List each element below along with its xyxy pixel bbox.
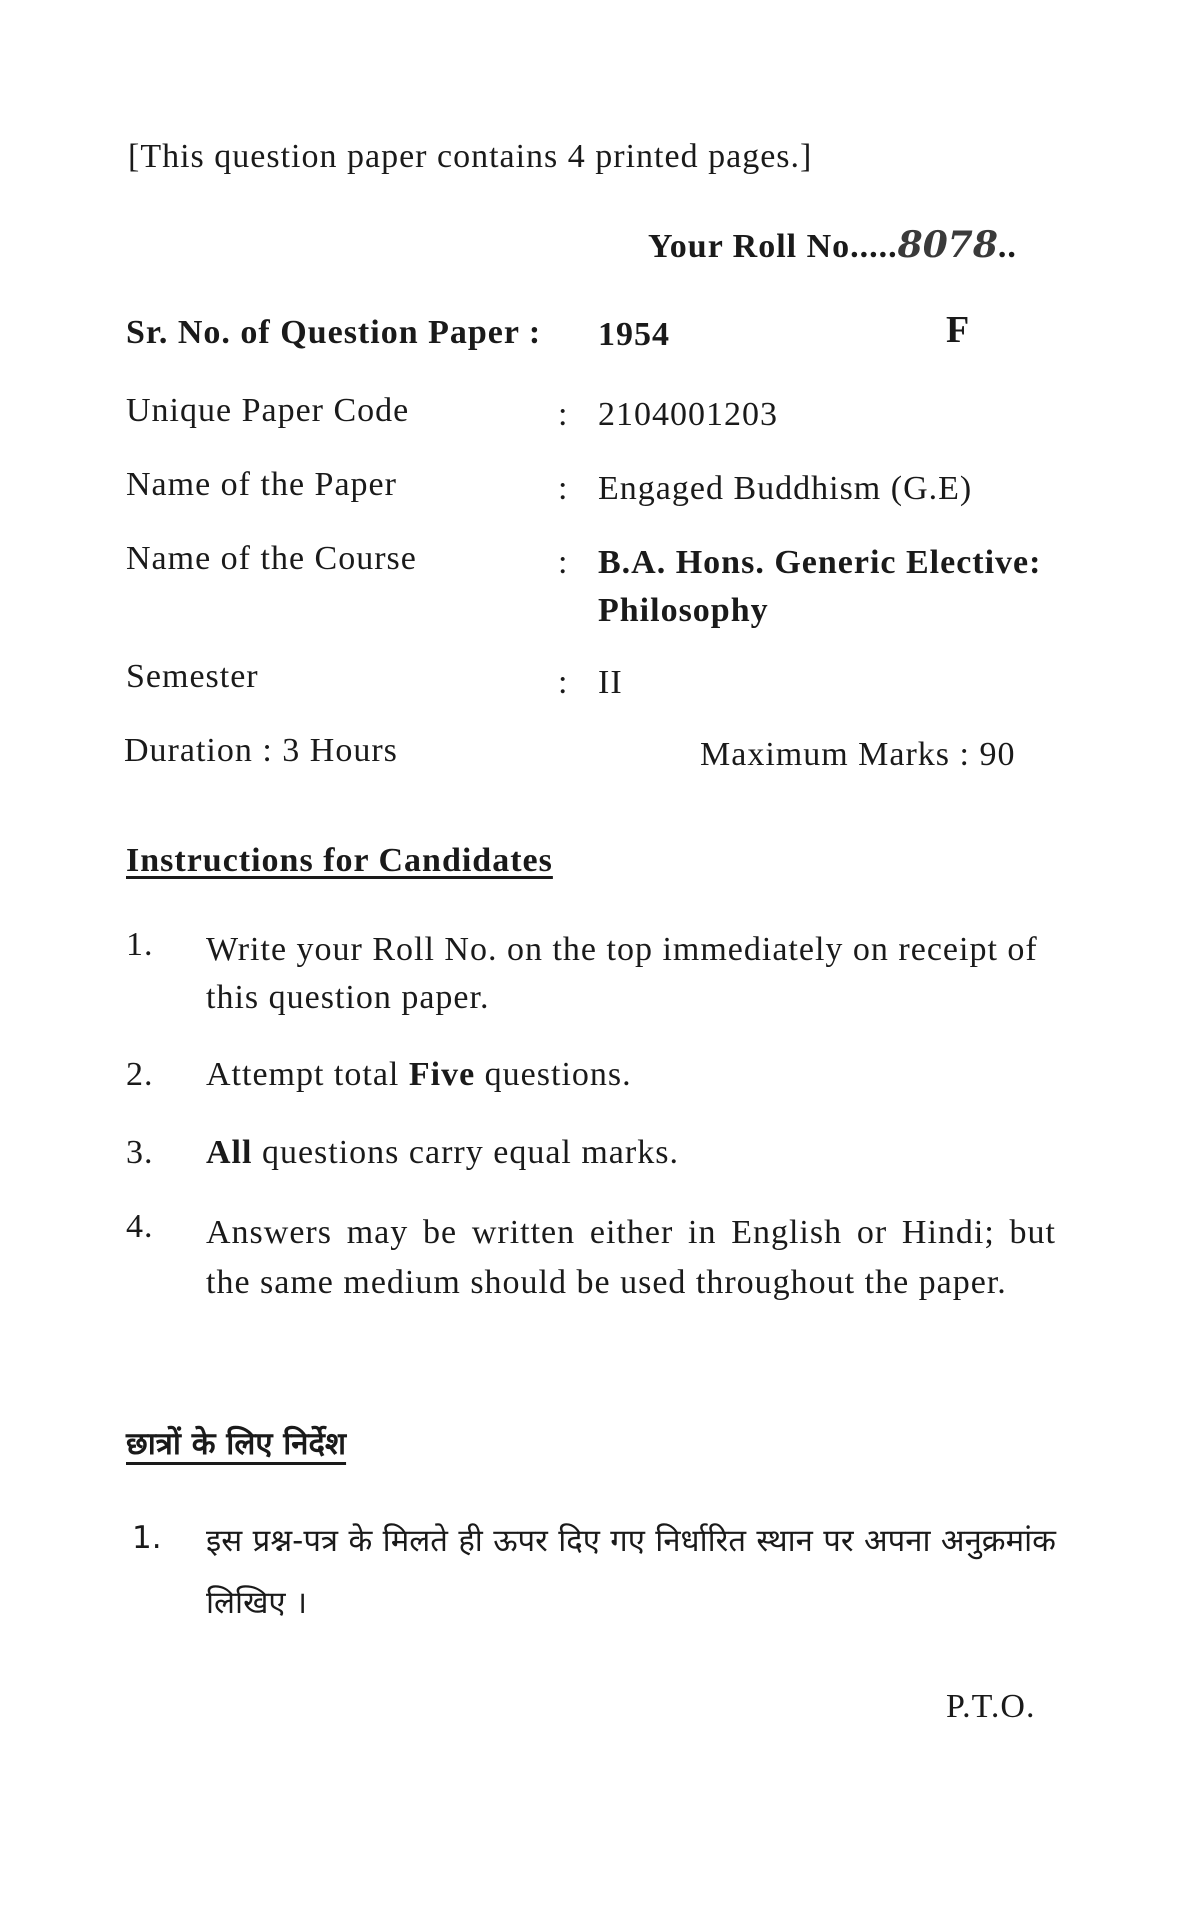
maximum-marks: Maximum Marks : 90 [700, 736, 1016, 773]
course-name-colon: : [558, 544, 569, 581]
roll-number-dots: .. [997, 228, 1017, 265]
semester-colon: : [558, 664, 569, 701]
instruction-4-text: Answers may be written either in English or Hindi; but the same medium should be used throughout the paper. [206, 1214, 1056, 1301]
sr-no-label: Sr. No. of Question Paper : [126, 314, 542, 351]
instruction-1-text: Write your Roll No. on the top immediately on receipt of this question paper. [206, 931, 1038, 1016]
paper-name-value: Engaged Buddhism (G.E) [598, 470, 973, 507]
semester-value: II [598, 664, 623, 701]
course-name-value-line1: B.A. Hons. Generic Elective: [598, 544, 1042, 581]
instruction-3-emphasis: All [206, 1134, 253, 1171]
instruction-2-number: 2. [126, 1056, 154, 1093]
instruction-3-text: All questions carry equal marks. [206, 1134, 679, 1171]
course-name-label: Name of the Course [126, 540, 417, 577]
instruction-3-number: 3. [126, 1134, 154, 1171]
set-letter: F [946, 309, 970, 351]
roll-number-handwritten: 8078 [897, 224, 998, 266]
paper-code-label: Unique Paper Code [126, 392, 410, 429]
duration: Duration : 3 Hours [124, 732, 398, 769]
page-count-note: [This question paper contains 4 printed pages.] [128, 138, 813, 175]
paper-name-colon: : [558, 470, 569, 507]
roll-number-line [648, 224, 1017, 266]
instructions-heading: Instructions for Candidates [126, 842, 553, 879]
hindi-instruction-1-text: इस प्रश्न-पत्र के मिलते ही ऊपर दिए गए निर्धारित स्थान पर अपना अनुक्रमांक लिखिए । [206, 1523, 1056, 1621]
hindi-instructions-heading: छात्रों के लिए निर्देश [126, 1426, 347, 1462]
pto-footer: P.T.O. [946, 1688, 1036, 1725]
instruction-2-text: Attempt total Five questions. [206, 1056, 632, 1093]
paper-code-colon: : [558, 396, 569, 433]
hindi-instruction-1-number: 1. [132, 1520, 162, 1556]
instruction-4-number: 4. [126, 1208, 154, 1245]
roll-number-label: Your Roll No..... [648, 228, 898, 265]
instruction-1-number: 1. [126, 926, 154, 963]
course-name-value-line2: Philosophy [598, 592, 769, 629]
semester-label: Semester [126, 658, 259, 695]
paper-code-value: 2104001203 [598, 396, 778, 433]
paper-name-label: Name of the Paper [126, 466, 397, 503]
instruction-2-emphasis: Five [408, 1056, 476, 1093]
sr-no-value: 1954 [598, 316, 670, 353]
